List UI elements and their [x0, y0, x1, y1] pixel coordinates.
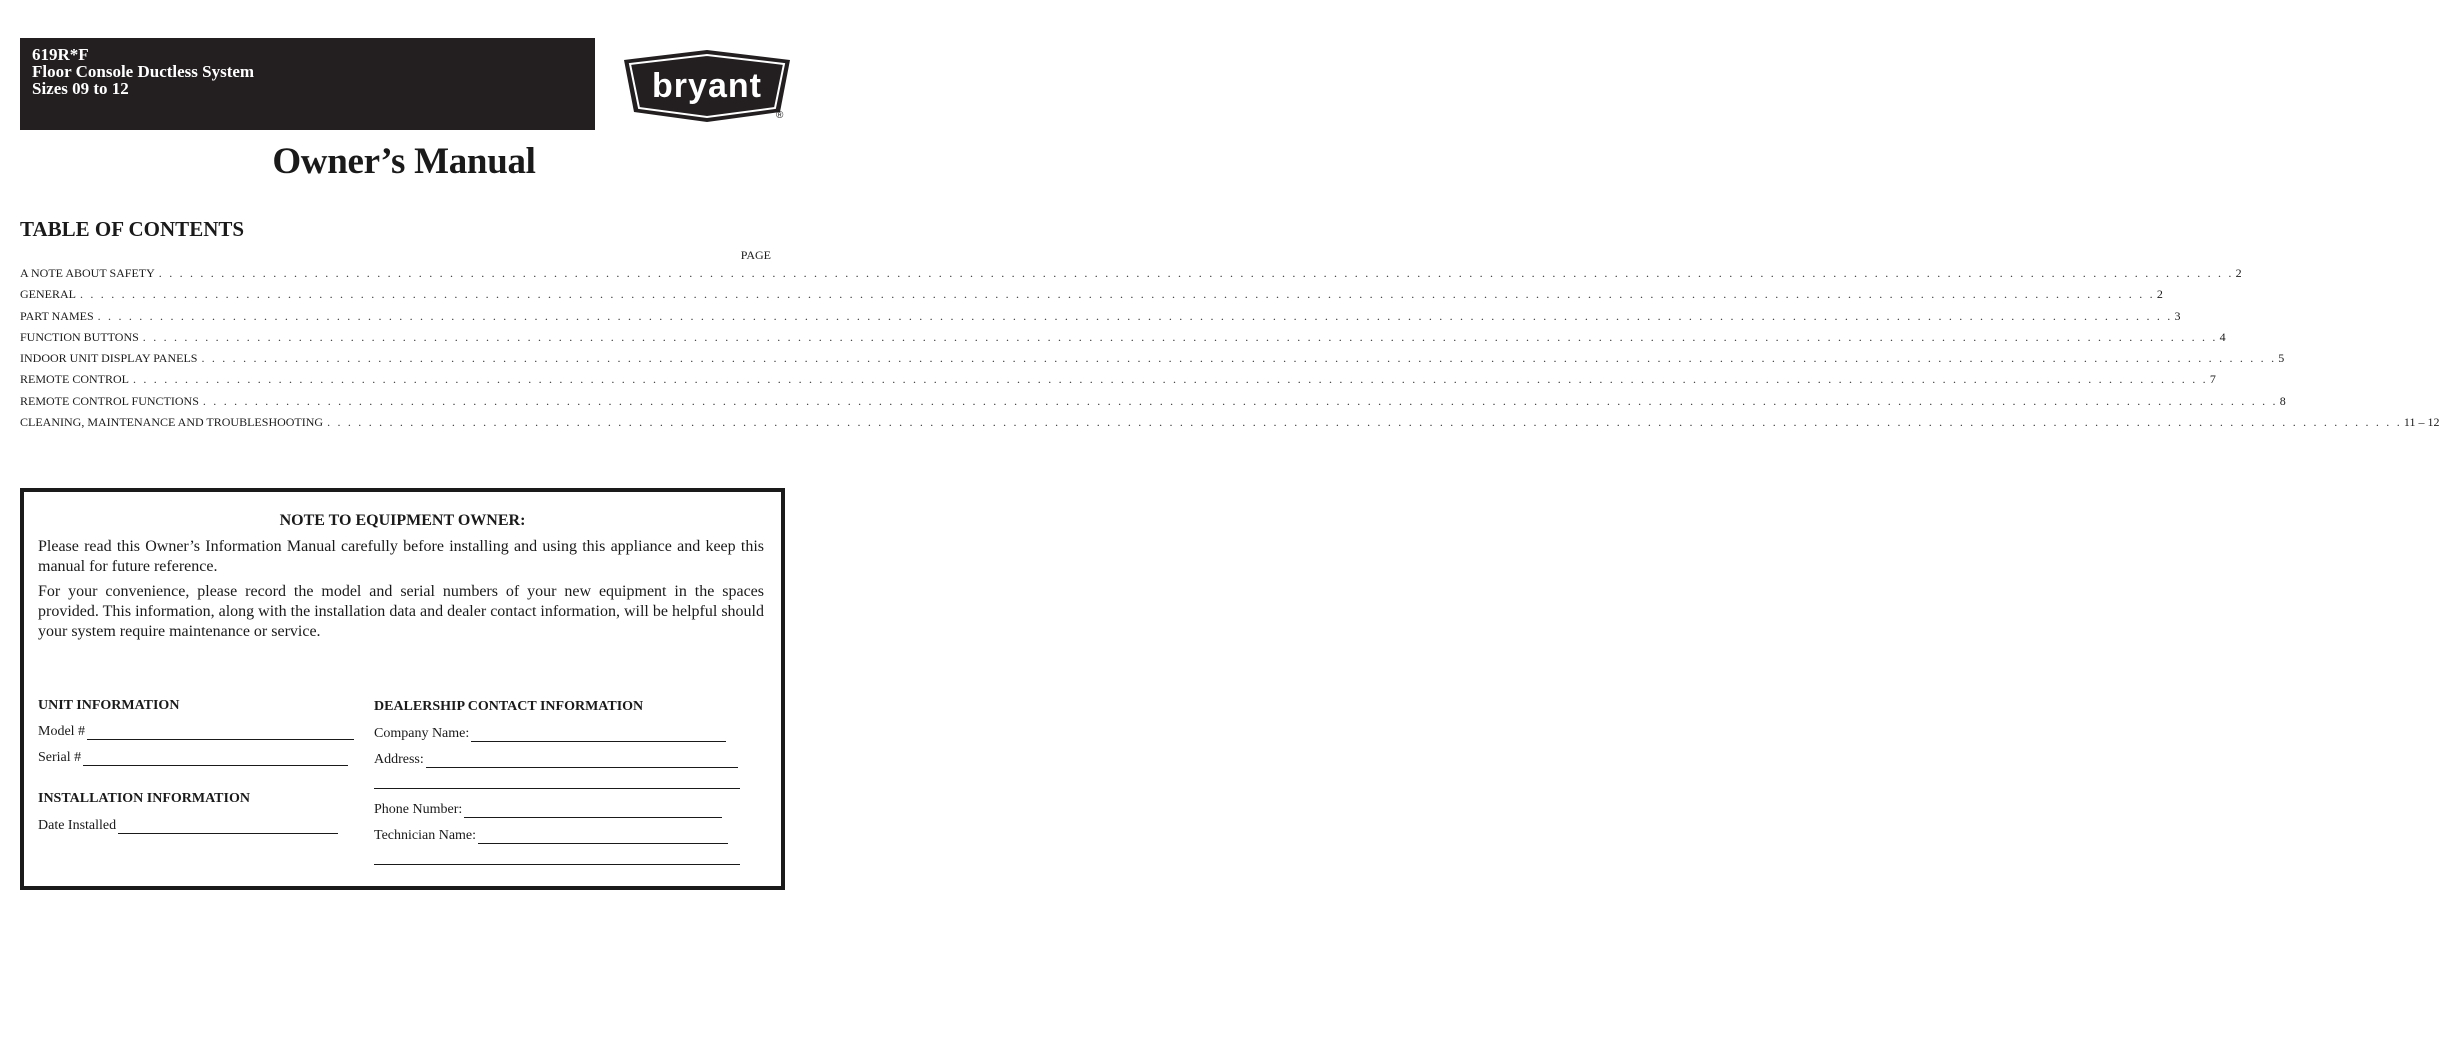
unit-info-heading: UNIT INFORMATION [38, 698, 180, 713]
company-name-label: Company Name: [374, 726, 470, 741]
installation-info-heading: INSTALLATION INFORMATION [38, 791, 250, 806]
model-field [38, 724, 354, 740]
bryant-logo-badge [624, 50, 790, 122]
phone-number-blank-line[interactable] [464, 803, 722, 818]
toc-entry-page: 2 [2156, 287, 2163, 302]
dealer-extra-blank-line[interactable] [374, 864, 740, 865]
toc-dot-leader: . . . . . . . . . . . . . . . . . . . . . . . . . . . . . . . . . . . . . . . . . . . . . . . . . . . . . . . . . . . . . . . . . . . . . . . . . . . . . . . . . . . . . . . . . . . . . . . . . . . . . . . . . . . . . . . . . . . . . . . . . . . . . . . . . . . . . . . . . . . . . . . . . . . . . . . . . . . . . . . . . . . . . . . . . . . . . . . . . . . . . . . . . . . . . . . . . . . . . . . . [158, 266, 2234, 280]
product-name: Floor Console Ductless System [32, 62, 255, 81]
toc-entry-label: CLEANING, MAINTENANCE AND TROUBLESHOOTING [20, 415, 324, 430]
toc-heading: TABLE OF CONTENTS [20, 217, 245, 241]
date-installed-blank-line[interactable] [118, 819, 338, 834]
company-name-field [374, 726, 726, 742]
address-label: Address: [374, 752, 424, 767]
page-title: Owner’s Manual [272, 141, 536, 182]
toc-entry-page: 5 [2278, 351, 2285, 366]
serial-blank-line[interactable] [83, 751, 348, 766]
date-installed-field [38, 818, 338, 834]
toc-page-column-label: PAGE [740, 248, 771, 262]
technician-name-label: Technician Name: [374, 828, 477, 843]
toc-dot-leader: . . . . . . . . . . . . . . . . . . . . . . . . . . . . . . . . . . . . . . . . . . . . . . . . . . . . . . . . . . . . . . . . . . . . . . . . . . . . . . . . . . . . . . . . . . . . . . . . . . . . . . . . . . . . . . . . . . . . . . . . . . . . . . . . . . . . . . . . . . . . . . . . . . . . . . . . . . . . . . . . . . . . . . . . . . . . . . . . . . . . . . . . . . . . . . . . . . . . . . . . [202, 393, 2278, 408]
note-heading: NOTE TO EQUIPMENT OWNER: [279, 512, 526, 529]
toc-entry[interactable] [20, 351, 2285, 372]
address-field [374, 752, 738, 768]
toc-dot-leader: . . . . . . . . . . . . . . . . . . . . . . . . . . . . . . . . . . . . . . . . . . . . . . . . . . . . . . . . . . . . . . . . . . . . . . . . . . . . . . . . . . . . . . . . . . . . . . . . . . . . . . . . . . . . . . . . . . . . . . . . . . . . . . . . . . . . . . . . . . . . . . . . . . . . . . . . . . . . . . . . . . . . . . . . . . . . . . . . . . . . . . . . . . . . . . . . . . . . . . . . [142, 329, 2218, 344]
toc-entry[interactable] [20, 393, 2286, 415]
company-name-blank-line[interactable] [471, 727, 726, 742]
toc-dot-leader: . . . . . . . . . . . . . . . . . . . . . . . . . . . . . . . . . . . . . . . . . . . . . . . . . . . . . . . . . . . . . . . . . . . . . . . . . . . . . . . . . . . . . . . . . . . . . . . . . . . . . . . . . . . . . . . . . . . . . . . . . . . . . . . . . . . . . . . . . . . . . . . . . . . . . . . . . . . . . . . . . . . . . . . . . . . . . . . . . . . . . . . . . . . . . . . . . . . . . . . . [327, 415, 2402, 430]
toc-entry-label: REMOTE CONTROL FUNCTIONS [20, 393, 199, 408]
address-second-blank-line[interactable] [374, 788, 740, 789]
toc-entry-page: 8 [2279, 393, 2286, 408]
phone-number-field [374, 802, 722, 818]
serial-label: Serial # [38, 750, 82, 765]
model-blank-line[interactable] [87, 725, 354, 740]
toc-entry[interactable] [20, 287, 2163, 308]
toc-entry-page: 7 [2209, 372, 2216, 387]
toc-entry-label: GENERAL [20, 287, 76, 302]
toc-entry-label: A NOTE ABOUT SAFETY [20, 266, 155, 280]
toc-dot-leader: . . . . . . . . . . . . . . . . . . . . . . . . . . . . . . . . . . . . . . . . . . . . . . . . . . . . . . . . . . . . . . . . . . . . . . . . . . . . . . . . . . . . . . . . . . . . . . . . . . . . . . . . . . . . . . . . . . . . . . . . . . . . . . . . . . . . . . . . . . . . . . . . . . . . . . . . . . . . . . . . . . . . . . . . . . . . . . . . . . . . . . . . . . . . . . . . . . . . . . . . [133, 372, 2208, 387]
model-number: 619R*F [32, 45, 89, 64]
toc-entry[interactable] [20, 266, 2242, 287]
toc-entry-label: INDOOR UNIT DISPLAY PANELS [20, 351, 198, 366]
technician-name-field [374, 828, 728, 844]
date-installed-label: Date Installed [38, 818, 117, 833]
toc-entry[interactable] [20, 372, 2216, 393]
toc-dot-leader: . . . . . . . . . . . . . . . . . . . . . . . . . . . . . . . . . . . . . . . . . . . . . . . . . . . . . . . . . . . . . . . . . . . . . . . . . . . . . . . . . . . . . . . . . . . . . . . . . . . . . . . . . . . . . . . . . . . . . . . . . . . . . . . . . . . . . . . . . . . . . . . . . . . . . . . . . . . . . . . . . . . . . . . . . . . . . . . . . . . . . . . . . . . . . . . . . . . . . . . . [97, 308, 2173, 323]
toc-dot-leader: . . . . . . . . . . . . . . . . . . . . . . . . . . . . . . . . . . . . . . . . . . . . . . . . . . . . . . . . . . . . . . . . . . . . . . . . . . . . . . . . . . . . . . . . . . . . . . . . . . . . . . . . . . . . . . . . . . . . . . . . . . . . . . . . . . . . . . . . . . . . . . . . . . . . . . . . . . . . . . . . . . . . . . . . . . . . . . . . . . . . . . . . . . . . . . . . . . . . . . . . [80, 287, 2155, 302]
toc-entry-page: 2 [2235, 266, 2242, 280]
note-to-owner-box [20, 488, 785, 890]
toc-entry-page: 3 [2174, 308, 2181, 323]
toc-entry-label: FUNCTION BUTTONS [20, 329, 139, 344]
toc-entry-label: REMOTE CONTROL [20, 372, 129, 387]
model-label: Model # [38, 724, 86, 739]
toc-entry[interactable] [20, 415, 2439, 436]
header-bar [20, 38, 595, 130]
toc-dot-leader: . . . . . . . . . . . . . . . . . . . . . . . . . . . . . . . . . . . . . . . . . . . . . . . . . . . . . . . . . . . . . . . . . . . . . . . . . . . . . . . . . . . . . . . . . . . . . . . . . . . . . . . . . . . . . . . . . . . . . . . . . . . . . . . . . . . . . . . . . . . . . . . . . . . . . . . . . . . . . . . . . . . . . . . . . . . . . . . . . . . . . . . . . . . . . . . . . . . . . . . . [201, 351, 2277, 366]
logo-text: bryant [652, 67, 762, 105]
serial-field [38, 750, 348, 766]
note-paragraph-1: Please read this Owner’s Information Manual carefully before installing and using this appliance and keep this manual for future reference. [38, 538, 764, 575]
product-sizes: Sizes 09 to 12 [32, 79, 129, 98]
note-paragraph-2: For your convenience, please record the model and serial numbers of your new equipment in the spaces provided. This information, along with the installation data and dealer contact information, will be helpful should your system require maintenance or service. [38, 583, 764, 640]
toc-entry[interactable] [20, 329, 2226, 351]
bryant-logo [624, 50, 790, 122]
toc-entry-page: 4 [2219, 329, 2226, 344]
registered-mark: ® [776, 110, 784, 121]
phone-number-label: Phone Number: [374, 802, 463, 817]
technician-name-blank-line[interactable] [478, 829, 728, 844]
table-of-contents [20, 266, 2439, 436]
toc-entry-page: 11 – 12 [2403, 415, 2439, 430]
toc-entry-label: PART NAMES [20, 308, 94, 323]
toc-entry[interactable] [20, 308, 2181, 330]
dealer-info-heading: DEALERSHIP CONTACT INFORMATION [374, 699, 644, 714]
address-blank-line[interactable] [426, 753, 738, 768]
